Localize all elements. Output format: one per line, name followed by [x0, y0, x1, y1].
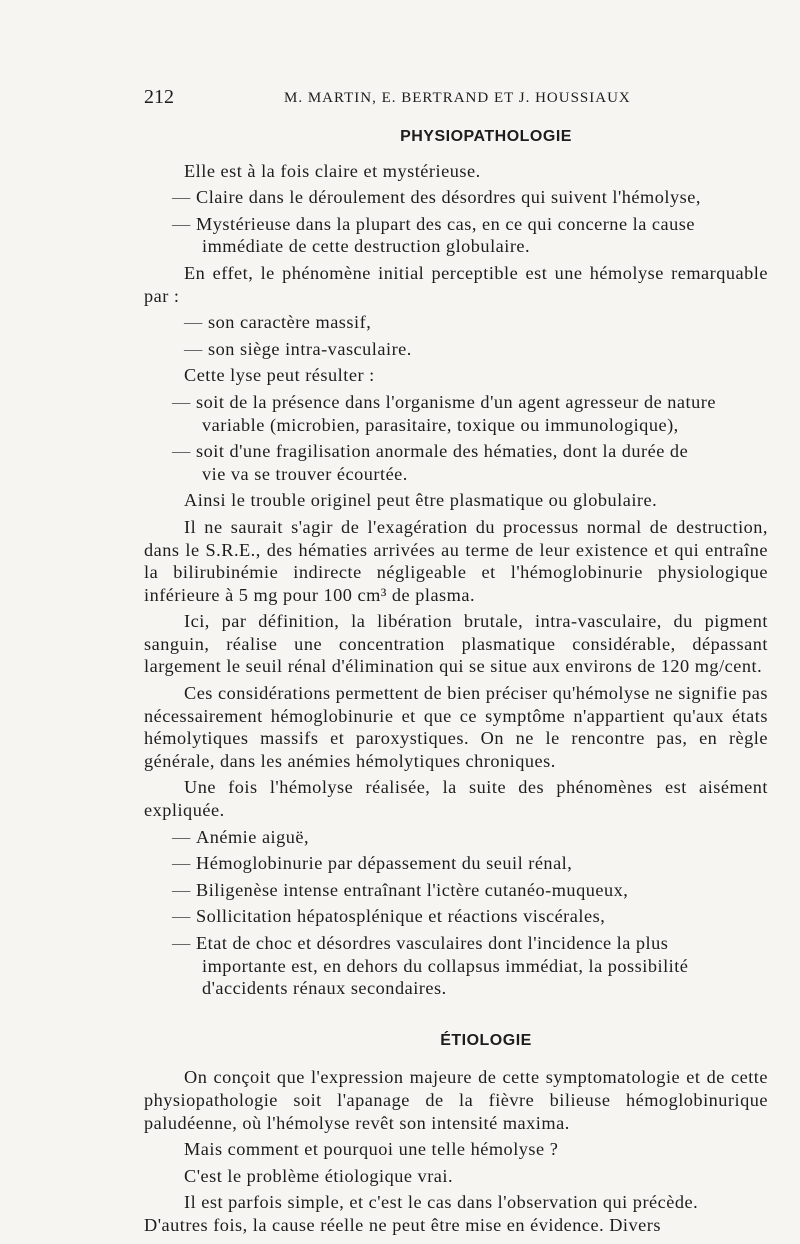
dash-item — [172, 440, 768, 485]
page-body — [144, 120, 768, 1237]
dash-item-text: Anémie aiguë, — [196, 826, 310, 847]
dash-marker: — — [172, 906, 191, 927]
section-title-etiologie: ÉTIOLOGIE — [440, 1031, 532, 1049]
dash-item — [184, 311, 768, 334]
section-title-physiopathologie: PHYSIOPATHOLOGIE — [400, 128, 572, 145]
dash-item-continuation: variable (microbien, parasitaire, toxique ou immunologique), — [202, 414, 679, 435]
dash-item-continuation: immédiate de cette destruction globulaire. — [202, 236, 531, 257]
dash-item-continuation: vie va se trouver écourtée. — [202, 463, 408, 484]
dash-item — [172, 905, 768, 928]
dash-item — [172, 932, 768, 1000]
running-head-authors: M. MARTIN, E. BERTRAND ET J. HOUSSIAUX — [284, 90, 631, 106]
dash-item-text: Sollicitation hépatosplénique et réactions viscérales, — [196, 906, 606, 927]
dash-marker: — — [172, 391, 191, 412]
paragraph: Mais comment et pourquoi une telle hémolyse ? — [184, 1139, 559, 1160]
dash-marker: — — [172, 853, 191, 874]
dash-item-text: soit de la présence dans l'organisme d'un agent agresseur de nature — [196, 391, 716, 412]
dash-item-text: Claire dans le déroulement des désordres qui suivent l'hémolyse, — [196, 187, 701, 208]
dash-item-continuation: d'accidents rénaux secondaires. — [202, 978, 447, 999]
dash-item — [184, 338, 768, 361]
dash-item — [172, 852, 768, 875]
paragraph: Cette lyse peut résulter : — [184, 365, 375, 386]
paragraph: Ici, par définition, la libération brutale, intra-vasculaire, du pigment sanguin, réalise une concentration plasmatique considérable, dépassant largement le seuil rénal d'élimination qui se situe aux environs de 120 mg/cent. — [144, 611, 768, 677]
dash-marker: — — [184, 312, 203, 333]
page-number: 212 — [144, 86, 174, 108]
dash-marker: — — [172, 879, 191, 900]
dash-item-text: Etat de choc et désordres vasculaires dont l'incidence la plus — [196, 933, 669, 953]
dash-marker: — — [172, 933, 191, 953]
dash-item — [172, 186, 768, 209]
paragraph: C'est le problème étiologique vrai. — [184, 1165, 454, 1186]
dash-item — [172, 213, 768, 258]
dash-marker: — — [172, 187, 191, 208]
dash-item — [172, 391, 768, 436]
dash-item — [172, 826, 768, 849]
paragraph: Il est parfois simple, et c'est le cas dans l'observation qui précède. — [184, 1192, 699, 1213]
dash-marker: — — [172, 213, 191, 234]
dash-item-continuation: importante est, en dehors du collapsus immédiat, la possibilité — [202, 955, 689, 976]
dash-marker: — — [172, 826, 191, 847]
dash-item-text: Biligenèse intense entraînant l'ictère cutanéo-muqueux, — [196, 879, 629, 900]
paragraph: On conçoit que l'expression majeure de cette symptomatologie et de cette physiopathologie soit l'apanage de la fièvre bilieuse hémoglobinurique paludéenne, où l'hémolyse revêt son intensité maxima. — [144, 1067, 768, 1133]
dash-item-text: Hémoglobinurie par dépassement du seuil rénal, — [196, 853, 573, 874]
dash-item-text: son siège intra-vasculaire. — [208, 338, 412, 359]
paragraph: Il ne saurait s'agir de l'exagération du processus normal de destruction, dans le S.R.E., des hématies arrivées au terme de leur existence et qui entraîne la bilirubinémie indirecte négligeable et l'hémoglobinurie physiologique inférieure à 5 mg pour 100 cm³ de plasma. — [144, 516, 768, 605]
paragraph: En effet, le phénomène initial perceptible est une hémolyse remarquable par : — [144, 262, 768, 306]
dash-item-text: soit d'une fragilisation anormale des hématies, dont la durée de — [196, 441, 689, 462]
paragraph: D'autres fois, la cause réelle ne peut être mise en évidence. Divers — [144, 1214, 661, 1235]
dash-item-text: son caractère massif, — [208, 312, 372, 333]
dash-marker: — — [184, 338, 203, 359]
paragraph: Elle est à la fois claire et mystérieuse. — [184, 160, 481, 181]
paragraph: Ainsi le trouble originel peut être plasmatique ou globulaire. — [184, 490, 658, 511]
dash-marker: — — [172, 441, 191, 462]
paragraph: Une fois l'hémolyse réalisée, la suite des phénomènes est aisément expliquée. — [144, 777, 768, 821]
running-head — [144, 86, 784, 112]
dash-item — [172, 879, 768, 902]
dash-item-text: Mystérieuse dans la plupart des cas, en ce qui concerne la cause — [196, 213, 695, 234]
paragraph: Ces considérations permettent de bien préciser qu'hémolyse ne signifie pas nécessairement hémoglobinurie et que ce symptôme n'appartient qu'aux états hémolytiques massifs et paroxystiques. On ne le rencontre pas, en règle générale, dans les anémies hémolytiques chroniques. — [144, 683, 769, 771]
